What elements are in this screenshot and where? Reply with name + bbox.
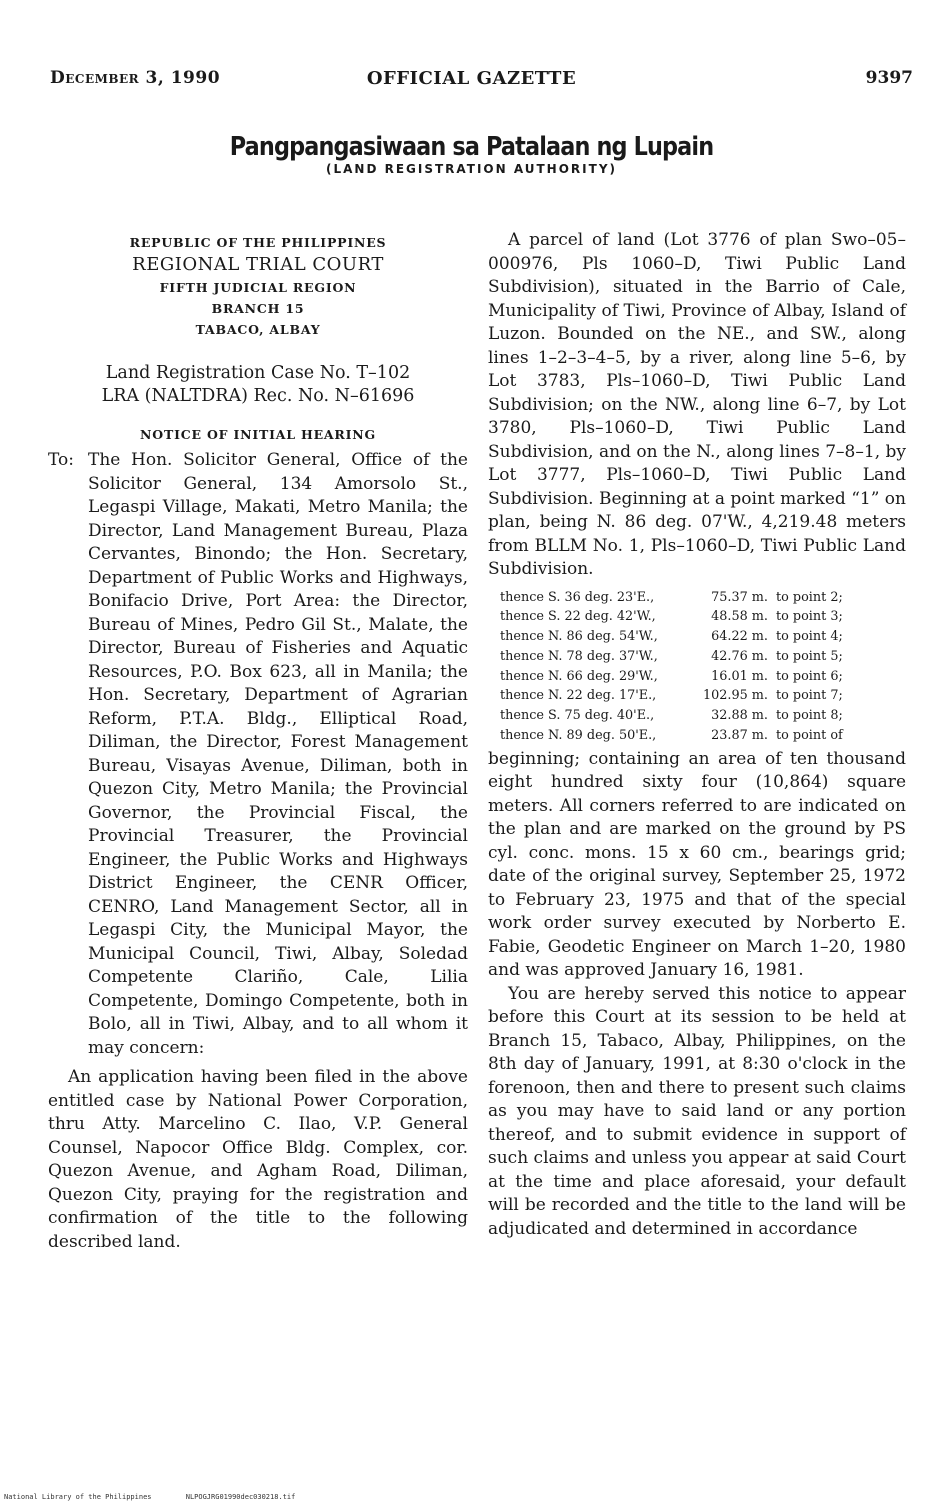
bearing-row [500, 647, 906, 667]
bearing-target: to point 5; [776, 648, 843, 664]
bearing-distance: 32.88 m. [711, 708, 768, 724]
judicial-region: FIFTH JUDICIAL REGION [159, 280, 357, 295]
bearing-target: to point 8; [776, 708, 843, 724]
parcel-description: A parcel of land (Lot 3776 of plan Swo–05–000976, Pls 1060–D, Tiwi Public Land Subdivision), situated in the Barrio of Cale, Municipality of Tiwi, Province of Albay, Island of Luzon. Bounded on the NE., and SW., along lines 1–2–3–4–5, by a river, along line 5–6, by Lot 3783, Pls–1060–D, Tiwi Public Land Subdivision; on the NW., along line 6–7, by Lot 3780, Pls–1060–D, Tiwi Public Land Subdivision, and on the N., along lines 7–8–1, by Lot 3777, Pls–1060–D, Tiwi Public Land Subdivision. Beginning at a point marked “1” on plan, being N. 86 deg. 07'W., 4,219.48 meters from BLLM No. 1, Pls–1060–D, Tiwi Public Land Subdivision. [488, 230, 906, 579]
hearing-paragraph: You are hereby served this notice to appear before this Court at its session to be held at Branch 15, Tabaco, Albay, Philippines, on the 8th day of January, 1991, at 8:30 o'clock in the forenoon, then and there to present such claims as you may have to said land or any portion thereof, and to submit evidence in support of such claims and unless you appear at said Court at the time and place aforesaid, your default will be recorded and the title to the land will be adjudicated and determined in accordance [488, 983, 906, 1239]
agency-name: Pangpangasiwaan sa Patalaan ng Lupain [229, 132, 714, 162]
bearing-row [500, 667, 906, 687]
bearing-row [500, 706, 906, 726]
record-number: LRA (NALTDRA) Rec. No. N–61696 [101, 386, 415, 406]
library-credit: National Library of the Philippines [4, 1493, 152, 1501]
bearing-distance: 75.37 m. [711, 589, 768, 605]
bearing-direction: thence S. 36 deg. 23'E., [500, 589, 655, 605]
bearing-direction: thence N. 22 deg. 17'E., [500, 688, 657, 704]
bearing-target: to point 3; [776, 609, 843, 625]
bearing-distance: 102.95 m. [702, 688, 768, 704]
addressee-block [48, 449, 468, 1060]
area-paragraph: beginning; containing an area of ten thousand eight hundred sixty four (10,864) square meters. All corners referred to are indicated on the plan and are marked on the ground by PS cyl. conc. mons. 15 x 60 cm., bearings grid; date of the original survey, September 25, 1972 to February 23, 1975 and that of the special work order survey executed by Norberto E. Fabie, Geodetic Engineer on March 1–20, 1980 and was approved January 16, 1981. [488, 748, 906, 981]
bearing-target: to point 2; [776, 589, 843, 605]
bearing-row [500, 607, 906, 627]
bearing-direction: thence N. 89 deg. 50'E., [500, 728, 657, 744]
page-number: 9397 [865, 68, 913, 88]
scan-footer [4, 1493, 325, 1501]
court-branch: BRANCH 15 [211, 301, 305, 316]
bearing-distance: 23.87 m. [711, 728, 768, 744]
bearing-target: to point 7; [776, 688, 843, 704]
header-date: December 3, 1990 [50, 68, 221, 88]
bearing-direction: thence N. 66 deg. 29'W., [500, 668, 658, 684]
bearing-target: to point of [776, 728, 843, 744]
court-location: TABACO, ALBAY [195, 322, 321, 337]
bearing-direction: thence S. 75 deg. 40'E., [500, 708, 655, 724]
agency-heading [0, 130, 943, 176]
case-numbers [48, 362, 468, 408]
application-paragraph: An application having been filed in the above entitled case by National Power Corporation, thru Atty. Marcelino C. Ilao, V.P. General Counsel, Napocor Office Bldg. Complex, cor. Quezon Avenue, and Agham Road, Diliman, Quezon City, praying for the registration and confirmation of the title to the following described land. [48, 1067, 468, 1252]
bearing-direction: thence N. 86 deg. 54'W., [500, 629, 658, 645]
bearing-target: to point 6; [776, 668, 843, 684]
bearing-direction: thence S. 22 deg. 42'W., [500, 609, 656, 625]
bearing-distance: 42.76 m. [711, 648, 768, 664]
case-number: Land Registration Case No. T–102 [105, 363, 411, 383]
bearings-table [500, 588, 906, 746]
bearing-row [500, 686, 906, 706]
left-column [48, 232, 468, 1254]
bearing-row [500, 588, 906, 608]
right-column [488, 229, 906, 1241]
republic-line: REPUBLIC OF THE PHILIPPINES [129, 235, 387, 250]
bearing-row [500, 627, 906, 647]
bearing-row [500, 726, 906, 746]
addressee-list: The Hon. Solicitor General, Office of the Solicitor General, 134 Amorsolo St., Legaspi Village, Makati, Metro Manila; the Director, Land Management Bureau, Plaza Cervantes, Binondo; the Hon. Secretary, Department of Public Works and Highways, Bonifacio Drive, Port Area: the Director, Bureau of Mines, Pedro Gil St., Malate, the Director, Bureau of Fisheries and Aquatic Resources, P.O. Box 623, all in Manila; the Hon. Secretary, Department of Agrarian Reform, P.T.A. Bldg., Elliptical Road, Diliman, the Director, Forest Management Bureau, Visayas Avenue, Diliman, both in Quezon City, Metro Manila; the Provincial Governor, the Provincial Fiscal, the Provincial Treasurer, the Provincial Engineer, the Public Works and Highways District Engineer, the CENR Officer, CENRO, Land Management Sector, all in Legaspi City, the Municipal Mayor, the Municipal Council, Tiwi, Albay, Soledad Competente Clariño, Cale, Lilia Competente, Domingo Competente, both in Bolo, all in Tiwi, Albay, and to all whom it may concern: [88, 450, 468, 1058]
court-name: REGIONAL TRIAL COURT [132, 254, 384, 275]
file-identifier: NLPOGJRG01990dec030218.tif [185, 1493, 296, 1501]
bearing-distance: 48.58 m. [711, 609, 768, 625]
bearing-distance: 64.22 m. [711, 629, 768, 645]
publication-title: OFFICIAL GAZETTE [366, 68, 577, 89]
agency-subtitle: (LAND REGISTRATION AUTHORITY) [325, 162, 617, 176]
bearing-distance: 16.01 m. [711, 668, 768, 684]
court-caption [48, 232, 468, 340]
notice-title: NOTICE OF INITIAL HEARING [140, 427, 376, 442]
to-label: To: [48, 450, 74, 470]
bearing-target: to point 4; [776, 629, 843, 645]
bearing-direction: thence N. 78 deg. 37'W., [500, 648, 658, 664]
